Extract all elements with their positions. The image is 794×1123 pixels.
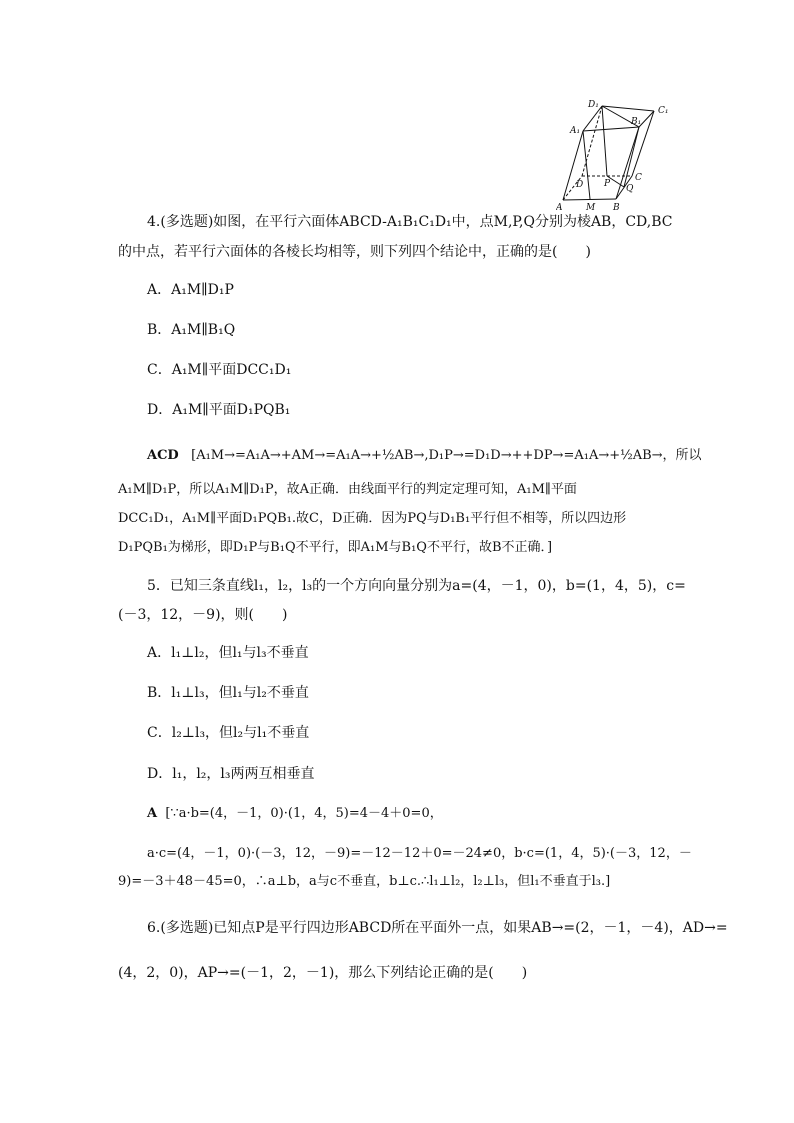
q5-stem-line1: 5．已知三条直线l₁，l₂，l₃的一个方向向量分别为a=(4，－1，0)，b=(1，4，5)，c= [147, 578, 686, 594]
label-c1: C₁ [658, 106, 669, 116]
q4-solution-line1 [147, 446, 702, 466]
q4-solution-text1: [A₁M→=A₁A→+AM→=A₁A→+½AB→,D₁P→=D₁D→++DP→=A₁A→+½AB→，所以 [191, 448, 702, 463]
label-a: A [556, 203, 563, 213]
q4-solution-line4: D₁PQB₁为梯形，即D₁P与B₁Q不平行，即A₁M与B₁Q不平行，故B不正确．] [118, 540, 553, 555]
parallelepiped-diagram [556, 96, 674, 216]
label-d: D [576, 180, 584, 190]
q4-option-a: A．A₁M∥D₁P [147, 282, 234, 298]
q6-stem-line2: (4，2，0)，AP→=(－1，2，－1)，那么下列结论正确的是( ) [118, 965, 528, 981]
label-b1: B₁ [631, 117, 642, 127]
label-c: C [635, 173, 642, 183]
q5-option-b: B．l₁⊥l₃，但l₁与l₂不垂直 [147, 685, 309, 701]
label-p: P [604, 179, 611, 189]
q4-solution-line3: DCC₁D₁，A₁M∥平面D₁PQB₁.故C，D正确．因为PQ与D₁B₁平行但不相等，所以四边形 [118, 511, 627, 526]
q5-solution-line2: a·c=(4，－1，0)·(－3，12，－9)=－12－12＋0=－24≠0，b·c=(1，4，5)·(－3，12，－ [147, 846, 692, 861]
q5-solution-line1 [147, 804, 443, 824]
q5-option-d: D．l₁，l₂，l₃两两互相垂直 [147, 766, 315, 782]
label-b: B [613, 203, 620, 213]
q4-solution-line2: A₁M∥D₁P，所以A₁M∥D₁P，故A正确．由线面平行的判定定理可知，A₁M∥平面 [118, 482, 577, 497]
q4-answer: ACD [147, 448, 179, 463]
label-m: M [586, 203, 596, 213]
q5-solution-line3: 9)=－3＋48－45=0，∴a⊥b，a与c不垂直，b⊥c.∴l₁⊥l₂，l₂⊥l₃，但l₁不垂直于l₃.] [118, 874, 611, 889]
q5-stem-line2: (－3，12，－9)，则( ) [118, 607, 288, 623]
q5-answer: A [147, 806, 158, 821]
q6-stem-line1: 6.(多选题)已知点P是平行四边形ABCD所在平面外一点，如果AB→=(2，－1，－4)，AD→= [147, 920, 728, 936]
q5-solution-text1: [∵a·b=(4，－1，0)·(1，4，5)=4－4＋0=0， [165, 806, 443, 821]
q4-stem-line2: 的中点，若平行六面体的各棱长均相等，则下列四个结论中，正确的是( ) [118, 244, 591, 260]
q4-option-d: D．A₁M∥平面D₁PQB₁ [147, 402, 291, 418]
q5-option-a: A．l₁⊥l₂，但l₁与l₃不垂直 [147, 645, 309, 661]
label-d1: D₁ [588, 100, 599, 110]
q4-stem-line1: 4.(多选题)如图，在平行六面体ABCD-A₁B₁C₁D₁中，点M,P,Q分别为棱AB，CD,BC [147, 214, 673, 230]
q4-option-b: B．A₁M∥B₁Q [147, 322, 236, 338]
q4-option-c: C．A₁M∥平面DCC₁D₁ [147, 362, 292, 378]
label-a1: A₁ [570, 126, 581, 136]
q5-option-c: C．l₂⊥l₃，但l₂与l₁不垂直 [147, 725, 310, 741]
parallelepiped-figure [556, 96, 674, 216]
label-q: Q [626, 184, 634, 194]
